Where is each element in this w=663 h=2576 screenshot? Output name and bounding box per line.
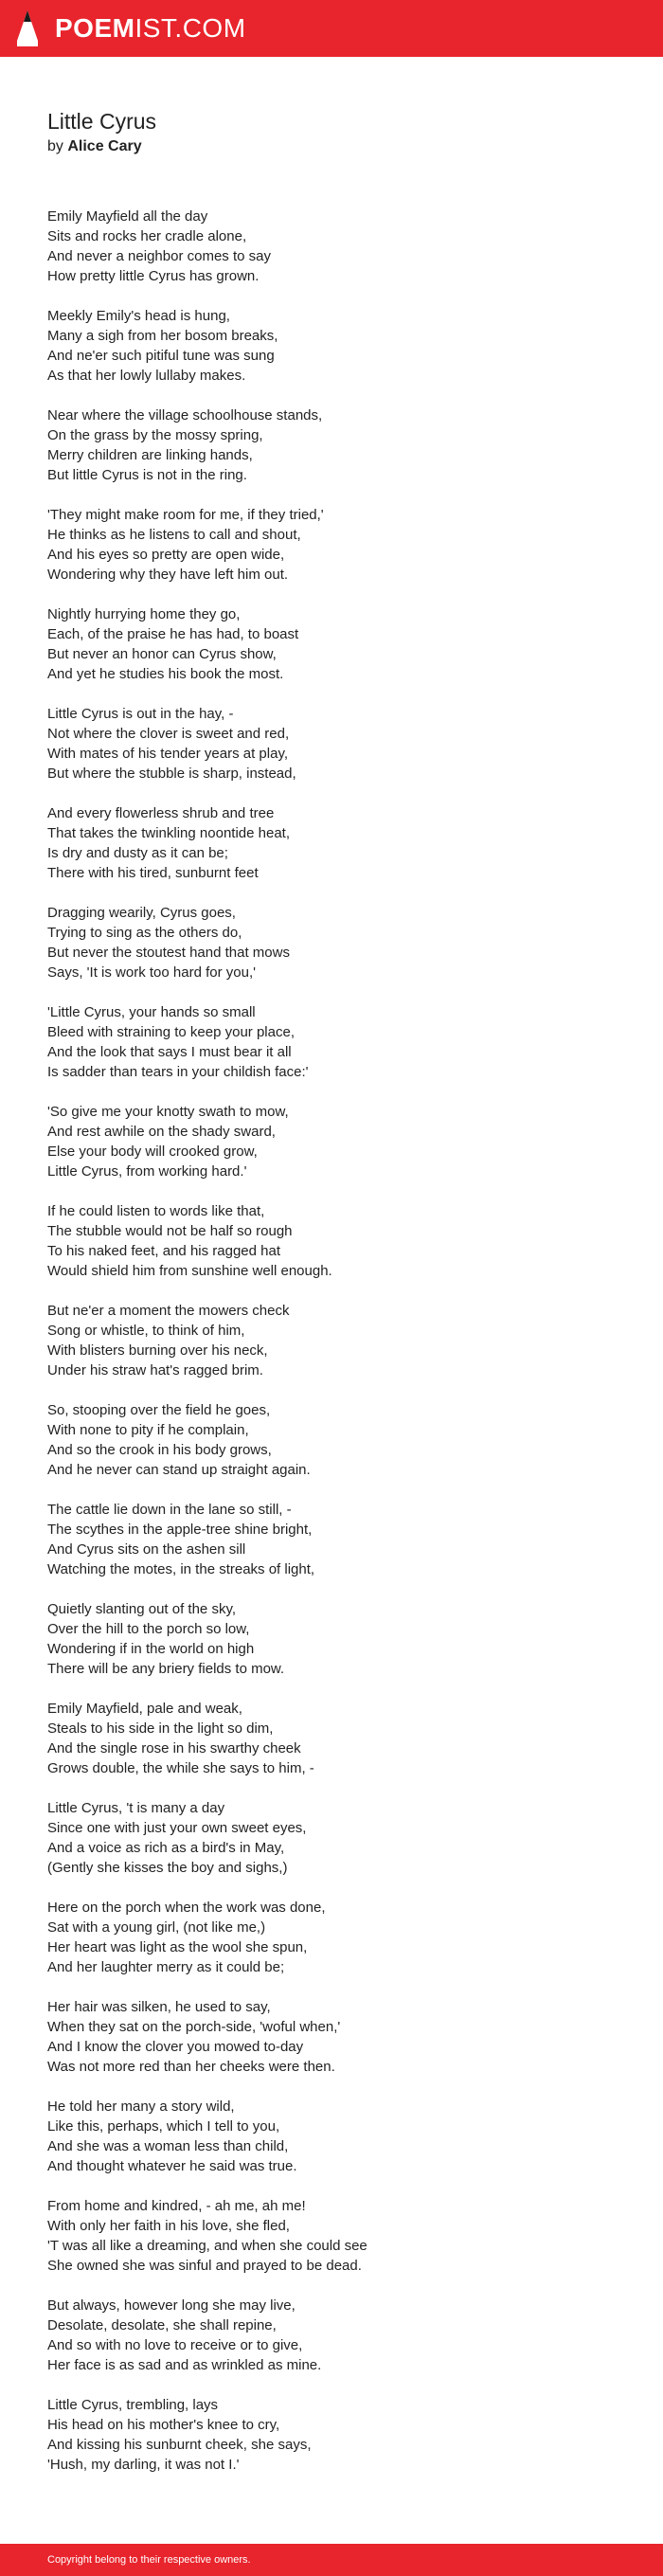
poem-line: Sat with a young girl, (not like me,) xyxy=(47,1919,266,1936)
poem-line: If he could listen to words like that, xyxy=(47,1203,265,1219)
poem-line: And the look that says I must bear it all xyxy=(47,1044,292,1060)
logo-light-text: IST.COM xyxy=(134,13,246,43)
poem-line: (Gently she kisses the boy and sighs,) xyxy=(47,1860,288,1876)
poem-line: That takes the twinkling noontide heat, xyxy=(47,825,290,841)
poem-line: And rest awhile on the shady sward, xyxy=(47,1124,276,1140)
poem-line: 'So give me your knotty swath to mow, xyxy=(47,1104,289,1120)
copyright-notice: Copyright belong to their respective owners. xyxy=(47,2554,251,2566)
poem-line: Wondering why they have left him out. xyxy=(47,567,289,583)
poem-line: And her laughter merry as it could be; xyxy=(47,1959,285,1975)
poem-line: Bleed with straining to keep your place, xyxy=(47,1024,295,1040)
poem-line: With mates of his tender years at play, xyxy=(47,746,288,762)
poem-stanza xyxy=(47,1400,625,1500)
poem-line: Little Cyrus is out in the hay, - xyxy=(47,706,234,722)
poem-line: 'They might make room for me, if they tried,' xyxy=(47,507,324,523)
poem-stanza xyxy=(47,2296,625,2395)
site-header xyxy=(0,0,663,57)
poem-stanza xyxy=(47,1002,625,1102)
poem-line: When they sat on the porch-side, 'woful when,' xyxy=(47,2019,341,2035)
poem-line: Her heart was light as the wool she spun, xyxy=(47,1939,308,1955)
poem-line: And I know the clover you mowed to-day xyxy=(47,2039,304,2055)
poem-line: Says, 'It is work too hard for you,' xyxy=(47,964,256,981)
poem-stanza xyxy=(47,1201,625,1301)
poem-stanza xyxy=(47,1102,625,1201)
poem-line: And never a neighbor comes to say xyxy=(47,248,271,264)
poem-line: To his naked feet, and his ragged hat xyxy=(47,1243,281,1259)
poem-line: Else your body will crooked grow, xyxy=(47,1144,258,1160)
poem-line: Watching the motes, in the streaks of light, xyxy=(47,1561,315,1577)
poem-line: But ne'er a moment the mowers check xyxy=(47,1303,290,1319)
poem-line: Emily Mayfield all the day xyxy=(47,208,208,225)
poem-line: But never the stoutest hand that mows xyxy=(47,945,290,961)
poem-line: On the grass by the mossy spring, xyxy=(47,427,263,443)
poem-line: Nightly hurrying home they go, xyxy=(47,606,241,622)
poem-stanza xyxy=(47,1699,625,1798)
poem-line: Many a sigh from her bosom breaks, xyxy=(47,328,278,344)
poem-heading xyxy=(47,106,616,157)
poem-line: The stubble would not be half so rough xyxy=(47,1223,293,1239)
poem-line: He thinks as he listens to call and shout, xyxy=(47,527,301,543)
poem-byline xyxy=(47,136,616,157)
poem-line: Little Cyrus, trembling, lays xyxy=(47,2397,219,2413)
poem-line: And thought whatever he said was true. xyxy=(47,2158,297,2174)
poem-line: Little Cyrus, from working hard.' xyxy=(47,1163,247,1180)
poem-stanza xyxy=(47,405,625,505)
poem-stanza xyxy=(47,2395,625,2495)
poem-stanza xyxy=(47,903,625,1002)
poem-line: Emily Mayfield, pale and weak, xyxy=(47,1701,242,1717)
poem-line: 'T was all like a dreaming, and when she could see xyxy=(47,2238,367,2254)
poem-line: But always, however long she may live, xyxy=(47,2297,296,2314)
poem-line: And so with no love to receive or to give, xyxy=(47,2337,303,2353)
poem-line: Is dry and dusty as it can be; xyxy=(47,845,228,861)
poem-line: And a voice as rich as a bird's in May, xyxy=(47,1840,285,1856)
poem-line: Steals to his side in the light so dim, xyxy=(47,1720,274,1737)
poem-line: 'Hush, my darling, it was not I.' xyxy=(47,2457,240,2473)
poem-line: Would shield him from sunshine well enough. xyxy=(47,1263,332,1279)
poem-line: Was not more red than her cheeks were then. xyxy=(47,2059,335,2075)
poem-line: And kissing his sunburnt cheek, she says, xyxy=(47,2437,312,2453)
poem-line: Since one with just your own sweet eyes, xyxy=(47,1820,307,1836)
site-footer xyxy=(0,2544,663,2576)
poem-line: With only her faith in his love, she fled, xyxy=(47,2218,290,2234)
poem-stanza xyxy=(47,2097,625,2196)
poem-line: But little Cyrus is not in the ring. xyxy=(47,467,247,483)
poem-line: Dragging wearily, Cyrus goes, xyxy=(47,905,236,921)
poem-line: She owned she was sinful and prayed to be dead. xyxy=(47,2258,362,2274)
poem-stanza xyxy=(47,1798,625,1898)
poem-line: And so the crook in his body grows, xyxy=(47,1442,272,1458)
poem-stanza xyxy=(47,207,625,306)
poem-line: But never an honor can Cyrus show, xyxy=(47,646,277,662)
poem-line: Trying to sing as the others do, xyxy=(47,925,242,941)
poem-line: But where the stubble is sharp, instead, xyxy=(47,766,296,782)
poem-line: And she was a woman less than child, xyxy=(47,2138,289,2154)
poem-line: Meekly Emily's head is hung, xyxy=(47,308,230,324)
poem-line: So, stooping over the field he goes, xyxy=(47,1402,271,1418)
poem-stanza xyxy=(47,604,625,704)
poem-line: Her face is as sad and as wrinkled as mine. xyxy=(47,2357,322,2373)
poem-line: Near where the village schoolhouse stands, xyxy=(47,407,323,423)
poem-line: Like this, perhaps, which I tell to you, xyxy=(47,2118,280,2135)
site-name xyxy=(55,9,246,47)
poem-line: The cattle lie down in the lane so still, - xyxy=(47,1502,292,1518)
poem-line: With none to pity if he complain, xyxy=(47,1422,249,1438)
poem-stanza xyxy=(47,1500,625,1599)
site-logo[interactable] xyxy=(15,9,246,47)
poem-line: There will be any briery fields to mow. xyxy=(47,1661,285,1677)
poem-line: Each, of the praise he has had, to boast xyxy=(47,626,299,642)
poem-stanza xyxy=(47,704,625,803)
poem-line: 'Little Cyrus, your hands so small xyxy=(47,1004,256,1020)
poem-stanza xyxy=(47,2196,625,2296)
poem-line: Little Cyrus, 't is many a day xyxy=(47,1800,225,1816)
poem-line: The scythes in the apple-tree shine bright, xyxy=(47,1522,313,1538)
poem-line: Sits and rocks her cradle alone, xyxy=(47,228,247,244)
poem-title: Little Cyrus xyxy=(47,109,157,134)
poem-line: As that her lowly lullaby makes. xyxy=(47,368,246,384)
poem-stanza xyxy=(47,1898,625,1997)
poem-line: Her hair was silken, he used to say, xyxy=(47,1999,271,2015)
poem-line: He told her many a story wild, xyxy=(47,2099,235,2115)
poem-stanza xyxy=(47,1301,625,1400)
poem-line: His head on his mother's knee to cry, xyxy=(47,2417,280,2433)
poem-line: With blisters burning over his neck, xyxy=(47,1342,268,1359)
poem-line: And he never can stand up straight again. xyxy=(47,1462,311,1478)
poem-line: Quietly slanting out of the sky, xyxy=(47,1601,236,1617)
poem-stanza xyxy=(47,505,625,604)
poem-line: Under his straw hat's ragged brim. xyxy=(47,1362,263,1378)
poem-line: Grows double, the while she says to him, - xyxy=(47,1760,314,1776)
poem-line: Not where the clover is sweet and red, xyxy=(47,726,290,742)
poem-line: And every flowerless shrub and tree xyxy=(47,805,275,821)
poem-line: Over the hill to the porch so low, xyxy=(47,1621,250,1637)
poem-line: Wondering if in the world on high xyxy=(47,1641,255,1657)
poem-line: From home and kindred, - ah me, ah me! xyxy=(47,2198,306,2214)
poem-stanza xyxy=(47,1599,625,1699)
poem-line: How pretty little Cyrus has grown. xyxy=(47,268,260,284)
poem-line: There with his tired, sunburnt feet xyxy=(47,865,259,881)
poem-author[interactable]: Alice Cary xyxy=(67,138,142,154)
poem-body xyxy=(47,207,625,2495)
logo-bold-text: POEM xyxy=(55,13,135,43)
poem-stanza xyxy=(47,803,625,903)
poem-line: Merry children are linking hands, xyxy=(47,447,253,463)
poem-line: And yet he studies his book the most. xyxy=(47,666,284,682)
poem-line: Is sadder than tears in your childish face:' xyxy=(47,1064,309,1080)
poem-line: And the single rose in his swarthy cheek xyxy=(47,1740,301,1756)
by-prefix: by xyxy=(47,138,63,154)
poem-line: Here on the porch when the work was done, xyxy=(47,1900,326,1916)
poem-line: And ne'er such pitiful tune was sung xyxy=(47,348,275,364)
pencil-tip-icon xyxy=(15,9,40,47)
poem-line: And Cyrus sits on the ashen sill xyxy=(47,1541,246,1558)
poem-stanza xyxy=(47,306,625,405)
poem-line: Song or whistle, to think of him, xyxy=(47,1323,245,1339)
poem-stanza xyxy=(47,1997,625,2097)
poem-line: Desolate, desolate, she shall repine, xyxy=(47,2317,277,2333)
poem-line: And his eyes so pretty are open wide, xyxy=(47,547,285,563)
